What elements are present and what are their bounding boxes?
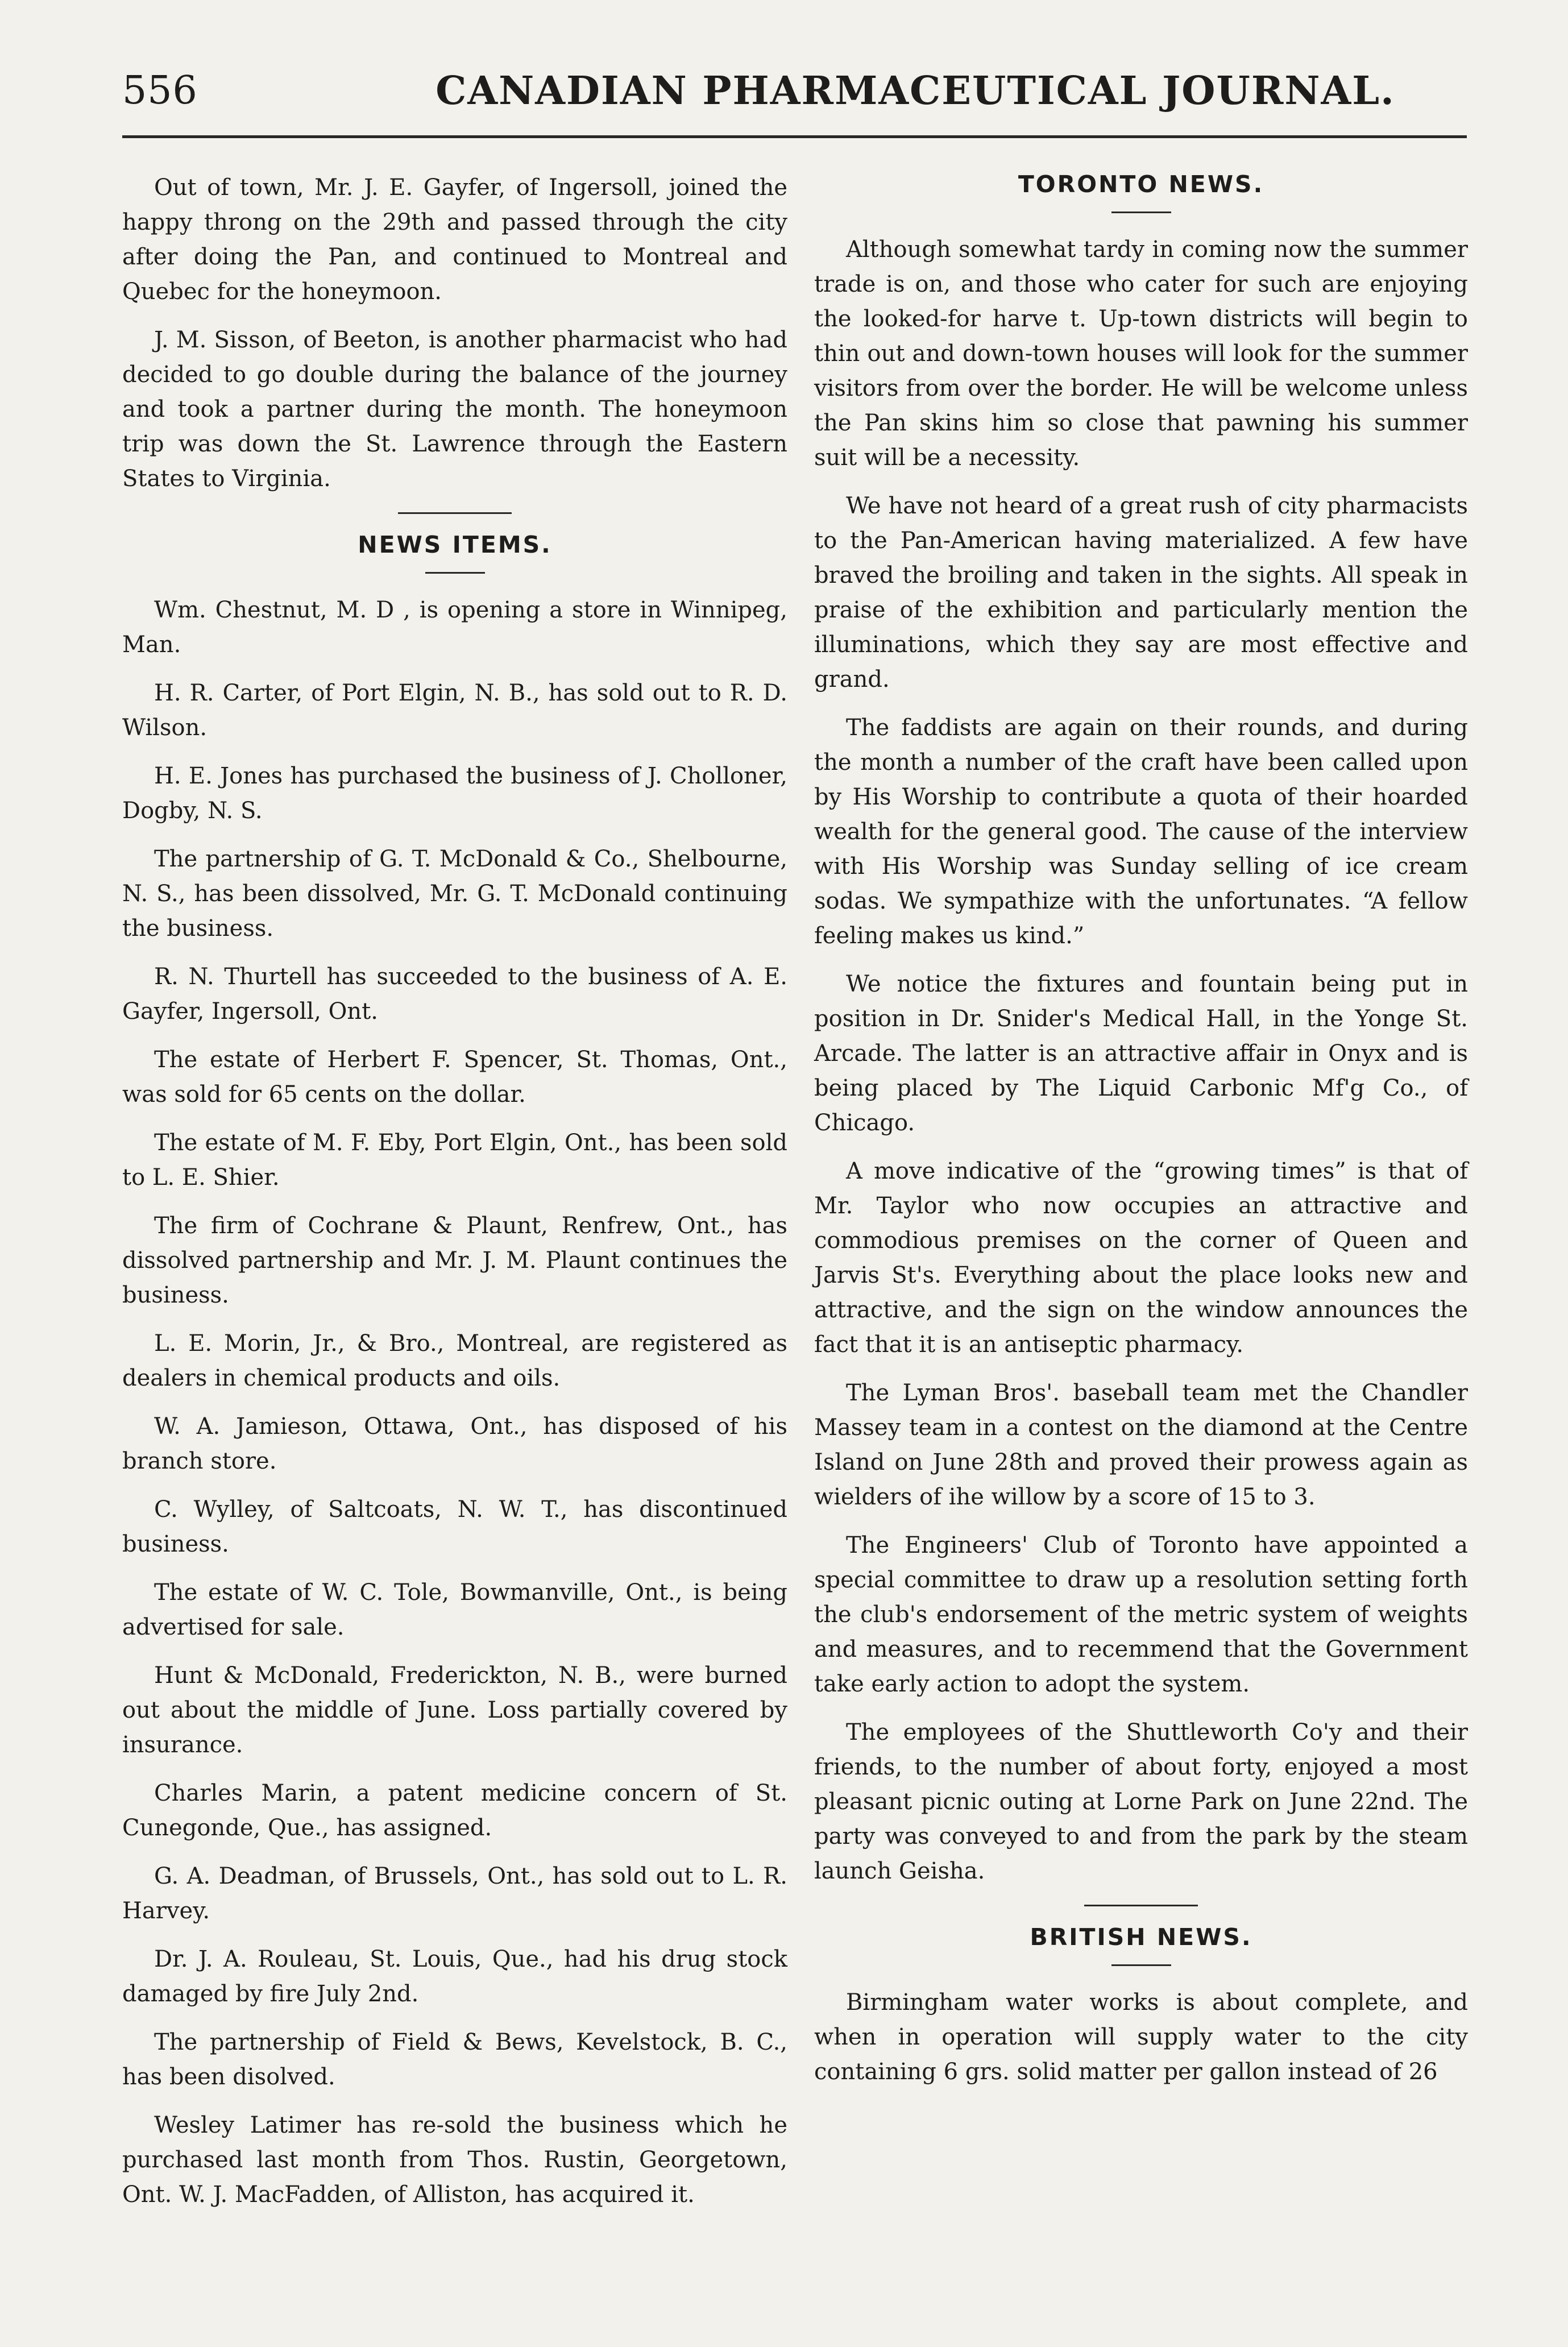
paragraph: We notice the fixtures and fountain being put in position in Dr. Snider's Medical Hall, in the Yonge St. Arcade. The latter is an attractive affair in Onyx and is being placed by The Liquid Carbonic Mf'g Co., of Chicago. xyxy=(814,971,1468,1136)
news-item: G. A. Deadman, of Brussels, Ont., has sold out to L. R. Harvey. xyxy=(122,1863,787,1924)
paragraph: Although somewhat tardy in coming now the summer trade is on, and those who cater for such are enjoying the looked-for harve t. Up-town districts will begin to thin out and down-town houses will look for the summer visitors from over the border. He will be welcome unless the Pan skins him so close that pawning his summer suit will be a necessity. xyxy=(814,237,1468,471)
heading-rule xyxy=(1111,212,1171,213)
heading-rule xyxy=(425,572,485,574)
news-item: The estate of W. C. Tole, Bowmanville, Ont., is being advertised for sale. xyxy=(122,1579,787,1640)
left-column xyxy=(122,171,787,2226)
paragraph: The employees of the Shuttleworth Co'y and their friends, to the number of about forty, enjoyed a most pleasant picnic outing at Lorne Park on June 22nd. The party was conveyed to and from the park by the steam launch Geisha. xyxy=(814,1719,1468,1884)
paragraph: The Engineers' Club of Toronto have appointed a special committee to draw up a resolution setting forth the club's endorsement of the metric system of weights and measures, and to recemmend that the Government take early action to adopt the system. xyxy=(814,1532,1468,1697)
news-item: The estate of M. F. Eby, Port Elgin, Ont., has been sold to L. E. Shier. xyxy=(122,1130,787,1191)
paragraph: A move indicative of the “growing times” is that of Mr. Taylor who now occupies an attractive and commodious premises on the corner of Queen and Jarvis St's. Everything about the place looks new and attractive, and the sign on the window announces the fact that it is an antiseptic pharmacy. xyxy=(814,1158,1468,1358)
paragraph: Out of town, Mr. J. E. Gayfer, of Ingersoll, joined the happy throng on the 29th and passed through the city after doing the Pan, and continued to Montreal and Quebec for the honeymoon. xyxy=(122,175,787,305)
paragraph: The faddists are again on their rounds, and during the month a number of the craft have been called upon by His Worship to contribute a quota of their hoarded wealth for the general good. The cause of the interview with His Worship was Sunday selling of ice cream sodas. We sympathize with the unfortunates. “A fellow feeling makes us kind.” xyxy=(814,715,1468,949)
journal-title: CANADIAN PHARMACEUTICAL JOURNAL. xyxy=(435,68,1395,114)
paragraph: Birmingham water works is about complete, and when in operation will supply water to the city containing 6 grs. solid matter per gallon instead of 26 xyxy=(814,1989,1468,2085)
news-item: Dr. J. A. Rouleau, St. Louis, Que., had his drug stock damaged by fire July 2nd. xyxy=(122,1946,787,2007)
header-rule xyxy=(122,135,1467,138)
section-divider xyxy=(398,512,512,514)
news-item: The estate of Herbert F. Spencer, St. Thomas, Ont., was sold for 65 cents on the dollar. xyxy=(122,1047,787,1108)
news-item: H. E. Jones has purchased the business of J. Cholloner, Dogby, N. S. xyxy=(122,763,787,824)
news-item: W. A. Jamieson, Ottawa, Ont., has disposed of his branch store. xyxy=(122,1413,787,1474)
toronto-news-heading: TORONTO NEWS. xyxy=(1018,171,1264,198)
news-item: The partnership of Field & Bews, Kevelstock, B. C., has been disolved. xyxy=(122,2029,787,2090)
news-item: H. R. Carter, of Port Elgin, N. B., has sold out to R. D. Wilson. xyxy=(122,680,787,741)
news-item: L. E. Morin, Jr., & Bro., Montreal, are registered as dealers in chemical products and oils. xyxy=(122,1330,787,1391)
news-item: Hunt & McDonald, Frederickton, N. B., were burned out about the middle of June. Loss partially covered by insurance. xyxy=(122,1662,787,1758)
news-items-heading: NEWS ITEMS. xyxy=(358,531,552,558)
paragraph: J. M. Sisson, of Beeton, is another pharmacist who had decided to go double during the balance of the journey and took a partner during the month. The honeymoon trip was down the St. Lawrence through the Eastern States to Virginia. xyxy=(122,327,787,492)
page-number: 556 xyxy=(122,68,198,113)
british-news-heading: BRITISH NEWS. xyxy=(1030,1923,1252,1951)
news-item: Wesley Latimer has re-sold the business which he purchased last month from Thos. Rustin, Georgetown, Ont. W. J. MacFadden, of Alliston, has acquired it. xyxy=(122,2112,787,2208)
news-item: R. N. Thurtell has succeeded to the business of A. E. Gayfer, Ingersoll, Ont. xyxy=(122,964,787,1025)
paragraph: The Lyman Bros'. baseball team met the Chandler Massey team in a contest on the diamond at the Centre Island on June 28th and proved their prowess again as wielders of ihe willow by a score of 15 to 3. xyxy=(814,1380,1468,1510)
news-item: C. Wylley, of Saltcoats, N. W. T., has discontinued business. xyxy=(122,1496,787,1557)
news-item: The partnership of G. T. McDonald & Co., Shelbourne, N. S., has been dissolved, Mr. G. T. McDonald continuing the business. xyxy=(122,846,787,942)
news-item: The firm of Cochrane & Plaunt, Renfrew, Ont., has dissolved partnership and Mr. J. M. Plaunt continues the business. xyxy=(122,1213,787,1308)
heading-rule xyxy=(1111,1964,1171,1966)
section-divider xyxy=(1084,1905,1198,1906)
news-item: Charles Marin, a patent medicine concern of St. Cunegonde, Que., has assigned. xyxy=(122,1780,787,1841)
news-item: Wm. Chestnut, M. D , is opening a store in Winnipeg, Man. xyxy=(122,597,787,658)
paragraph: We have not heard of a great rush of city pharmacists to the Pan-American having materialized. A few have braved the broiling and taken in the sights. All speak in praise of the exhibition and particularly mention the illuminations, which they say are most effective and grand. xyxy=(814,493,1468,693)
right-column xyxy=(814,171,1468,2103)
